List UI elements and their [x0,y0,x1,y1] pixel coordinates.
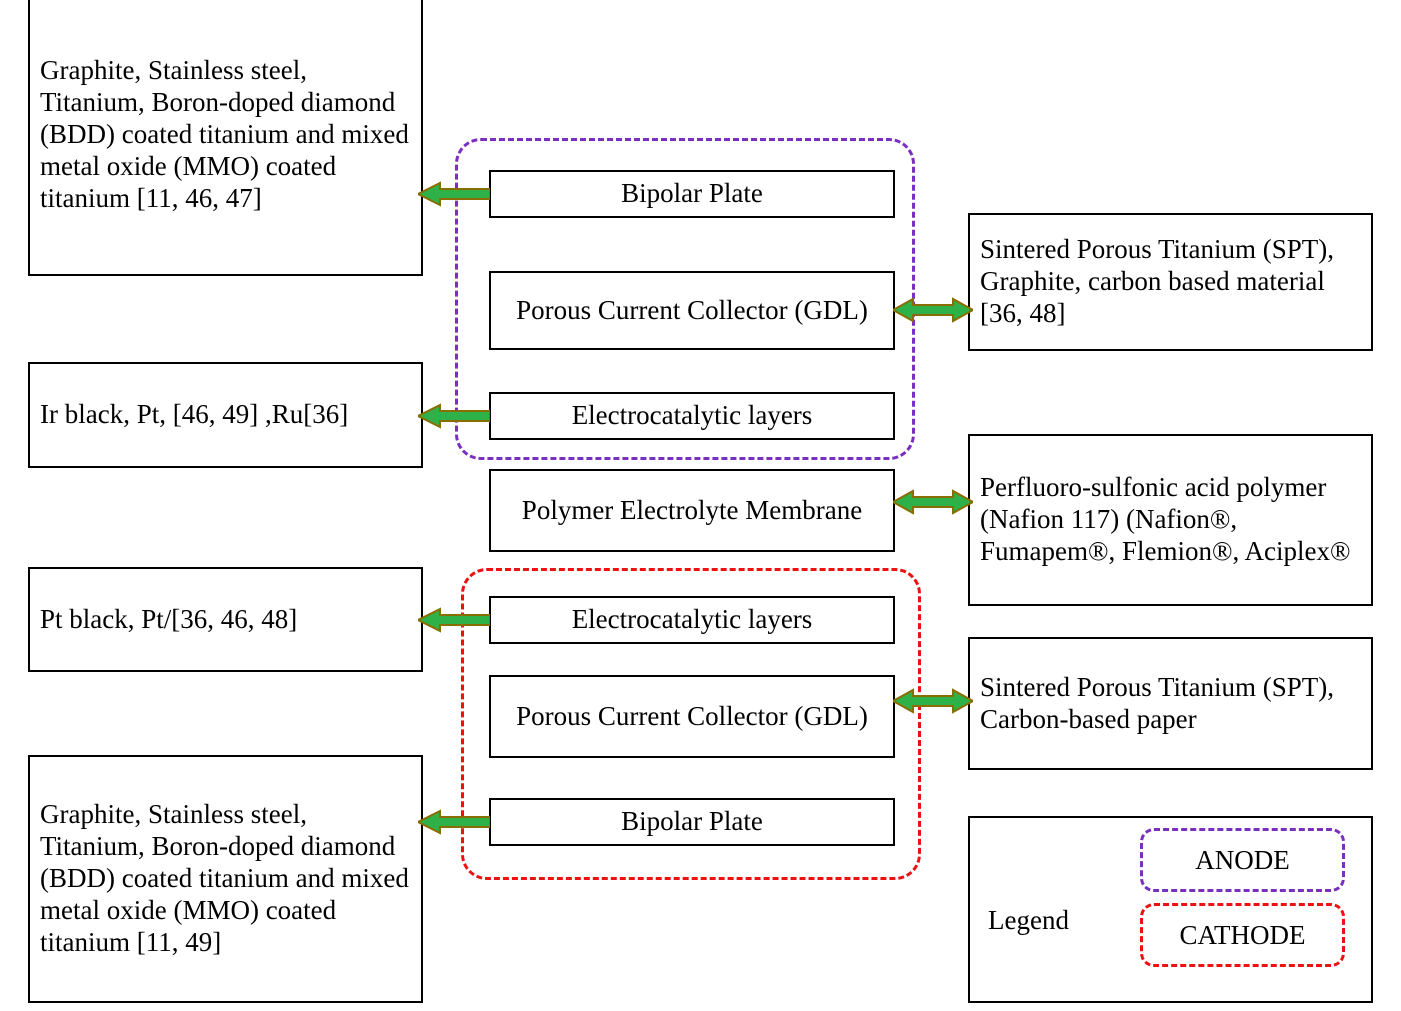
stack-item-bipolar-plate-cathode: Bipolar Plate [489,798,895,846]
stack-item-porous-current-collector-cathode: Porous Current Collector (GDL) [489,675,895,758]
note-cathode-bipolar-materials: Graphite, Stainless steel, Titanium, Boron-doped diamond (BDD) coated titanium and mixed metal oxide (MMO) coated titanium [11, 49] [28,755,423,1003]
arrow-left-catalyst-anode [418,403,490,429]
arrow-left-bipolar-cathode [418,809,490,835]
note-membrane-materials: Perfluoro-sulfonic acid polymer (Nafion 117) (Nafion®, Fumapem®, Flemion®, Aciplex® [968,434,1373,606]
stack-item-polymer-electrolyte-membrane: Polymer Electrolyte Membrane [489,469,895,552]
arrow-left-catalyst-cathode [418,607,490,633]
arrow-right-membrane [893,489,973,515]
note-anode-catalyst-materials: Ir black, Pt, [46, 49] ,Ru[36] [28,362,423,468]
stack-item-bipolar-plate-anode: Bipolar Plate [489,170,895,218]
note-cathode-gdl-materials: Sintered Porous Titanium (SPT), Carbon-based paper [968,637,1373,770]
legend-chip-cathode: CATHODE [1140,903,1345,967]
arrow-right-gdl-cathode [893,688,973,714]
arrow-right-gdl-anode [893,297,973,323]
legend-title: Legend [988,905,1069,935]
note-cathode-catalyst-materials: Pt black, Pt/[36, 46, 48] [28,567,423,672]
stack-item-electrocatalytic-layers-anode: Electrocatalytic layers [489,392,895,440]
legend-chip-anode: ANODE [1140,828,1345,892]
note-anode-bipolar-materials: Graphite, Stainless steel, Titanium, Boron-doped diamond (BDD) coated titanium and mixed metal oxide (MMO) coated titanium [11, 46, 47] [28,0,423,276]
arrow-left-bipolar-anode [418,181,490,207]
stack-item-porous-current-collector-anode: Porous Current Collector (GDL) [489,271,895,350]
note-anode-gdl-materials: Sintered Porous Titanium (SPT), Graphite, carbon based material [36, 48] [968,213,1373,351]
stack-item-electrocatalytic-layers-cathode: Electrocatalytic layers [489,596,895,644]
